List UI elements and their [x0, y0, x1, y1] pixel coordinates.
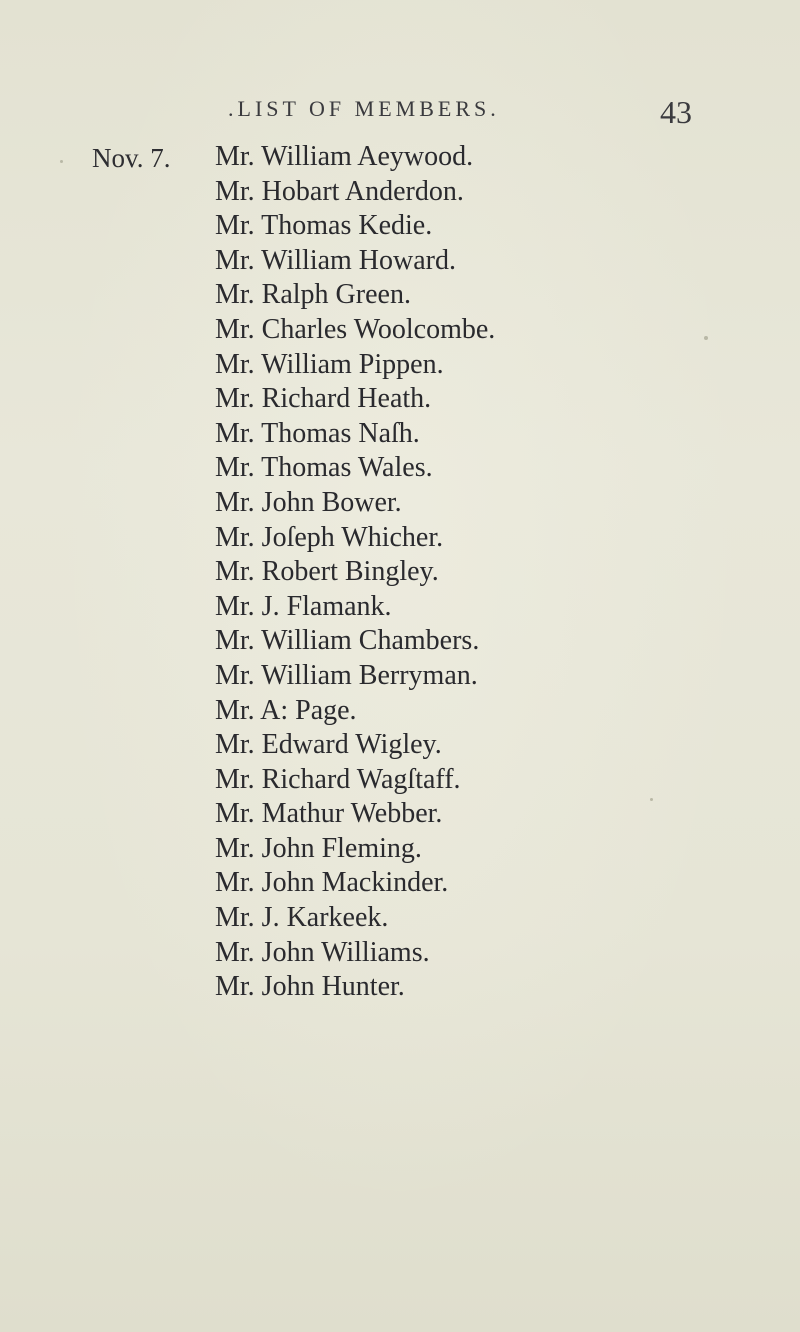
- member-name: Mr. Richard Heath.: [215, 383, 432, 415]
- member-name: Mr. John Mackinder.: [215, 867, 449, 899]
- member-name: Mr. Joſeph Whicher.: [215, 521, 444, 553]
- member-name: Mr. John Bower.: [215, 486, 402, 518]
- member-name: Mr. William Aeywood.: [215, 141, 474, 172]
- member-name: Mr. John Hunter.: [215, 971, 405, 1003]
- paper-speck: [650, 798, 653, 801]
- member-name: Mr. Charles Woolcombe.: [215, 313, 496, 345]
- member-name: Mr. J. Karkeek.: [215, 902, 389, 934]
- page-number: 43: [660, 94, 692, 130]
- member-name: Mr. Edward Wigley.: [215, 729, 442, 761]
- member-name: Mr. Hobart Anderdon.: [215, 175, 464, 207]
- paper-speck: [60, 160, 63, 163]
- member-name: Mr. Thomas Kedie.: [215, 210, 433, 242]
- entry-date: Nov. 7.: [92, 143, 171, 173]
- running-title: .LIST OF MEMBERS.: [228, 96, 500, 121]
- member-name: Mr. William Howard.: [215, 244, 456, 276]
- member-name: Mr. William Chambers.: [215, 625, 480, 657]
- member-name: Mr. Richard Wagſtaff.: [215, 763, 461, 795]
- member-name: Mr. William Berryman.: [215, 659, 478, 691]
- member-name: Mr. Thomas Naſh.: [215, 417, 420, 449]
- member-name: Mr. Robert Bingley.: [215, 556, 439, 588]
- paper-speck: [704, 336, 708, 340]
- member-list: [215, 140, 495, 1005]
- member-name: Mr. John Fleming.: [215, 832, 422, 864]
- member-name: Mr. J. Flamank.: [215, 590, 392, 622]
- member-name: Mr. Thomas Wales.: [215, 452, 433, 484]
- member-name: Mr. A: Page.: [215, 694, 357, 726]
- member-name: Mr. William Pippen.: [215, 348, 444, 380]
- member-name: Mr. John Williams.: [215, 936, 430, 968]
- member-name: Mr. Mathur Webber.: [215, 798, 443, 830]
- member-name: Mr. Ralph Green.: [215, 279, 411, 311]
